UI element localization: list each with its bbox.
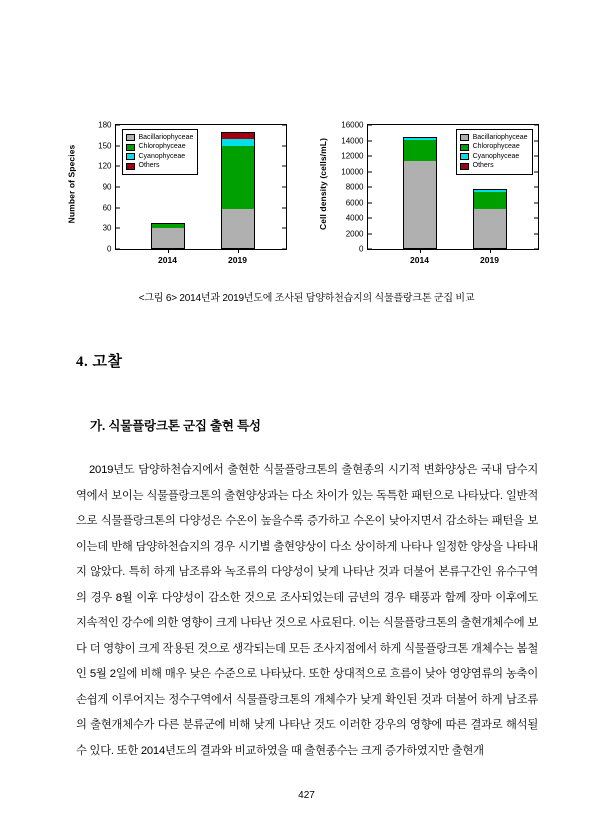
chart2-legend xyxy=(456,129,533,175)
y-tick-mark xyxy=(368,140,372,141)
bar-2019 xyxy=(473,189,507,249)
bar-2019 xyxy=(221,132,255,249)
legend-item xyxy=(126,142,194,151)
x-tick-mark xyxy=(420,249,421,253)
legend-item xyxy=(126,133,194,142)
legend-label: Others xyxy=(138,162,160,170)
chart2-y-axis-label: Cell density (cells/mL) xyxy=(318,137,329,231)
y-tick-label: 0 xyxy=(359,244,364,254)
legend-swatch-chlorophyceae xyxy=(460,144,469,151)
legend-swatch-cyanophyceae xyxy=(126,153,135,160)
x-tick-mark xyxy=(238,249,239,253)
y-tick-mark xyxy=(534,171,538,172)
bar-segment-chlorophyceae xyxy=(403,140,437,162)
legend-swatch-others xyxy=(126,163,135,170)
y-tick-label: 14000 xyxy=(341,136,364,145)
section-title: 4. 고찰 xyxy=(76,354,123,370)
y-tick-mark xyxy=(534,218,538,219)
y-tick-label: 16000 xyxy=(341,120,364,130)
y-tick-label: 12000 xyxy=(341,151,364,161)
x-tick-mark xyxy=(168,249,169,253)
y-tick-mark xyxy=(116,145,120,146)
y-tick-label: 4000 xyxy=(345,213,364,223)
bar-segment-chlorophyceae xyxy=(473,192,507,208)
legend-label: Bacillariophyceae xyxy=(138,134,194,141)
y-tick-mark xyxy=(282,125,286,126)
y-tick-mark xyxy=(282,145,286,146)
y-tick-mark xyxy=(534,140,538,141)
legend-swatch-bacillariophyceae xyxy=(126,134,135,141)
x-tick-mark xyxy=(490,249,491,253)
bar-segment-others xyxy=(221,132,255,139)
body-paragraph: 2019년도 담양하천습지에서 출현한 식물플랑크톤의 출현종의 시기적 변화양상은 국내 담수지역에서 보이는 식물플랑크톤의 출현양상과는 다소 차이가 있는 독특한 패턴으로 나타났다. 일반적으로 식물플랑크톤의 다양성은 수온이 높을수록 증가하고 수온이 낮아지면서 감소하는 패턴을 보이는데 반해 담양하천습지의 경우 시기별 출현양상이 다소 상이하게 나타나 일정한 양상을 나타내지 않았다. 특히 하게 남조류와 녹조류의 다양성이 낮게 나타난 것과 더불어 본류구간인 유수구역의 경우 8월 이후 다양성이 감소한 것으로 조사되었는데 금년의 경우 태풍과 함께 장마 이후에도 지속적인 강수에 의한 영향이 크게 나타난 것으로 사료된다. 이는 식물플랑크톤의 출현개체수에 보다 더 영향이 크게 작용된 것으로 생각되는데 모든 조사지점에서 하게 식물플랑크톤 개체수는 봄철인 5월 2일에 비해 매우 낮은 수준으로 나타났다. 또한 상대적으로 흐름이 낮아 영양염류의 농축이 손쉽게 이루어지는 정수구역에서 식물플랑크톤의 개체수가 낮게 확인된 것과 더불어 하게 남조류의 출현개체수가 다른 분류군에 비해 낮게 나타난 것도 이러한 강우의 영향에 따른 결과로 해석될 수 있다. 또한 2014년도의 결과와 비교하였을 때 출현종수는 크게 증가하였지만 출현개 xyxy=(76,464,538,757)
y-tick-label: 10000 xyxy=(341,167,364,176)
bar-segment-chlorophyceae xyxy=(221,146,255,209)
y-tick-mark xyxy=(368,218,372,219)
legend-label: Others xyxy=(472,162,494,170)
legend-label: Cyanophyceae xyxy=(138,152,186,160)
chart-number-of-species xyxy=(67,118,295,273)
y-tick-mark xyxy=(116,125,120,126)
legend-item xyxy=(460,152,528,161)
y-tick-label: 120 xyxy=(98,161,112,171)
y-tick-mark xyxy=(282,166,286,167)
y-tick-mark xyxy=(116,207,120,208)
bar-2014 xyxy=(151,223,185,249)
x-tick-label: 2014 xyxy=(158,255,177,265)
y-tick-mark xyxy=(534,125,538,126)
chart1-legend xyxy=(122,129,199,175)
chart-cell-density xyxy=(319,118,547,273)
y-tick-label: 2000 xyxy=(345,229,364,238)
legend-item xyxy=(126,161,194,170)
legend-item xyxy=(126,152,194,161)
y-tick-label: 30 xyxy=(102,223,112,233)
y-tick-mark xyxy=(116,166,120,167)
chart2-plot-area xyxy=(341,120,539,265)
y-tick-mark xyxy=(368,249,372,250)
y-tick-mark xyxy=(534,233,538,234)
y-tick-mark xyxy=(116,187,120,188)
y-tick-label: 6000 xyxy=(345,198,364,207)
legend-swatch-chlorophyceae xyxy=(126,144,135,151)
subsection-title: 가. 식물플랑크톤 군집 출현 특성 xyxy=(90,419,261,433)
y-tick-mark xyxy=(368,202,372,203)
y-tick-mark xyxy=(282,228,286,229)
legend-label: Chlorophyceae xyxy=(472,143,520,151)
y-tick-label: 90 xyxy=(102,182,112,192)
y-tick-label: 0 xyxy=(107,244,112,254)
bar-segment-bacillariophyceae xyxy=(221,209,255,249)
y-tick-mark xyxy=(368,233,372,234)
y-tick-label: 150 xyxy=(98,141,112,151)
legend-label: Cyanophyceae xyxy=(472,152,520,160)
y-tick-mark xyxy=(368,187,372,188)
bar-segment-bacillariophyceae xyxy=(403,161,437,249)
charts-row xyxy=(0,118,613,273)
y-tick-label: 60 xyxy=(102,203,112,213)
y-tick-mark xyxy=(116,249,120,250)
y-tick-mark xyxy=(534,249,538,250)
bar-segment-cyanophyceae xyxy=(221,139,255,146)
legend-item xyxy=(460,142,528,151)
bar-segment-bacillariophyceae xyxy=(473,209,507,249)
legend-swatch-others xyxy=(460,163,469,170)
legend-swatch-cyanophyceae xyxy=(460,153,469,160)
y-tick-mark xyxy=(368,156,372,157)
legend-label: Chlorophyceae xyxy=(138,143,186,151)
y-tick-mark xyxy=(368,125,372,126)
y-tick-mark xyxy=(534,187,538,188)
bar-2014 xyxy=(403,137,437,249)
x-tick-label: 2019 xyxy=(480,255,499,265)
y-tick-mark xyxy=(282,207,286,208)
legend-item xyxy=(460,161,528,170)
y-tick-mark xyxy=(116,228,120,229)
y-tick-mark xyxy=(534,156,538,157)
figure-caption: <그림 6> 2014년과 2019년도에 조사된 담양하천습지의 식물플랑크톤 군집 비교 xyxy=(138,293,475,304)
page-number: 427 xyxy=(298,790,315,801)
chart1-y-axis-label: Number of Species xyxy=(66,144,77,224)
legend-label: Bacillariophyceae xyxy=(472,134,528,141)
y-tick-mark xyxy=(534,202,538,203)
y-tick-mark xyxy=(282,249,286,250)
x-tick-label: 2014 xyxy=(410,255,429,265)
figure-block xyxy=(0,118,613,304)
x-tick-label: 2019 xyxy=(228,255,247,265)
legend-swatch-bacillariophyceae xyxy=(460,134,469,141)
y-tick-label: 8000 xyxy=(345,182,364,192)
y-tick-mark xyxy=(282,187,286,188)
y-tick-mark xyxy=(368,171,372,172)
chart1-plot-area xyxy=(98,120,287,265)
bar-segment-bacillariophyceae xyxy=(151,228,185,249)
legend-item xyxy=(460,133,528,142)
y-tick-label: 180 xyxy=(98,120,112,130)
